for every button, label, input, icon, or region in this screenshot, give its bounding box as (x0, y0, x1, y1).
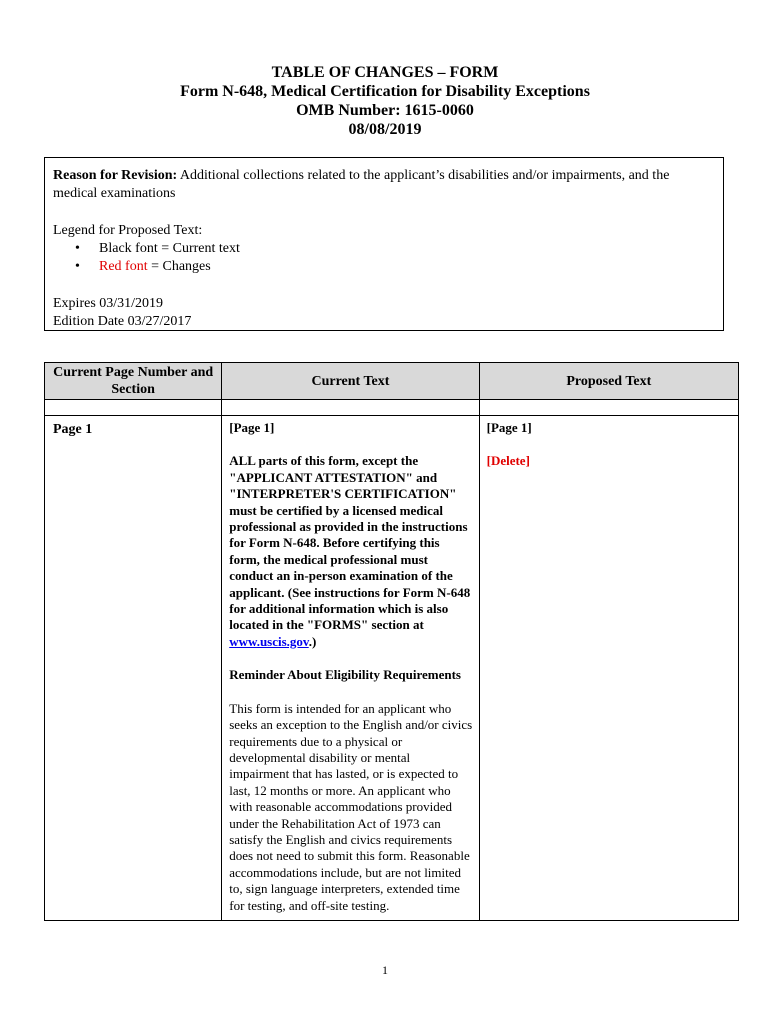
legend-list (53, 240, 715, 276)
header-date: 08/08/2019 (348, 121, 422, 138)
proposed-delete: [Delete] (486, 453, 530, 469)
current-heading: Reminder About Eligibility Requirements (229, 667, 461, 683)
legend-red-text: Red font (99, 259, 148, 274)
legend-item-red (53, 258, 715, 276)
reason-for-revision (53, 167, 715, 203)
current-paragraph-1: ALL parts of this form, except the "APPLICANT ATTESTATION" and "INTERPRETER'S CERTIFICATION" must be certified by a licensed medical professional as provided in the instructions for Form N-648. Before certifying this form, the medical professional must conduct an in-person examination of the applicant. (See instructions for Form N-648 for additional information which is also located in the "FORMS" section at www.uscis.gov.) (229, 453, 471, 649)
row-section: Page 1 (45, 416, 222, 921)
expires-date: Expires 03/31/2019 (53, 296, 164, 311)
table-header-row (45, 363, 739, 400)
changes-table (44, 362, 739, 921)
uscis-link[interactable]: www.uscis.gov (229, 633, 309, 649)
header-current-text: Current Text (222, 363, 479, 400)
revision-info-box (44, 157, 724, 331)
row-proposed-text (479, 416, 738, 921)
table-spacer-row (45, 400, 739, 416)
header-omb-number: OMB Number: 1615-0060 (296, 102, 474, 119)
current-paragraph-2: This form is intended for an applicant who seeks an exception to the English and/or civics requirements due to a physical or developmental disability or mental impairment that has lasted, or is expected to last, 12 months or more. An applicant who with reasonable accommodations provided under the Rehabilitation Act of 1973 can satisfy the English and civics requirements does not need to submit this form. Reasonable accommodations include, but are not limited to, sign language interpreters, extended time for testing, and off-site testing. (229, 700, 473, 913)
current-page-tag: [Page 1] (229, 420, 275, 435)
reason-label: Reason for Revision: (53, 168, 178, 183)
page-number: 1 (382, 963, 388, 977)
header-proposed-text: Proposed Text (479, 363, 738, 400)
edition-date: Edition Date 03/27/2017 (53, 314, 192, 329)
legend-red-rest: = Changes (147, 259, 211, 274)
header-page-section: Current Page Number and Section (45, 363, 222, 400)
header-title: TABLE OF CHANGES – FORM (271, 64, 499, 81)
proposed-page-tag: [Page 1] (486, 420, 532, 435)
table-row (45, 416, 739, 921)
row-current-text (222, 416, 479, 921)
legend-item-black (53, 240, 715, 258)
legend-title: Legend for Proposed Text: (53, 223, 203, 238)
header-form-name: Form N-648, Medical Certification for Disability Exceptions (180, 83, 590, 100)
reason-text: Additional collections related to the applicant’s disabilities and/or impairments, and the medical examinations (53, 168, 670, 201)
legend-black-text: Black font = Current text (99, 241, 240, 256)
document-header (0, 63, 770, 139)
